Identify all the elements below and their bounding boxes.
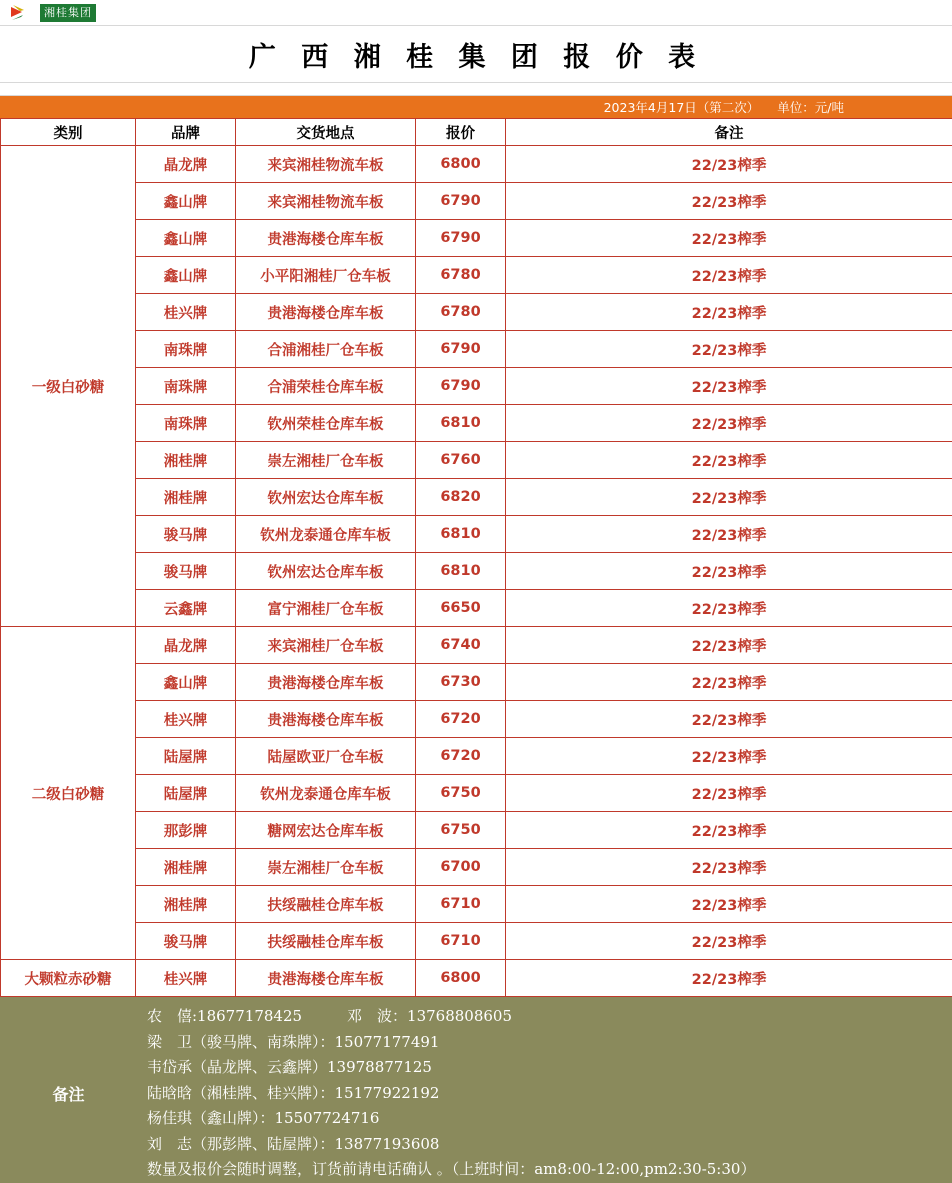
table-row xyxy=(1,775,952,812)
footer-label: 备注 xyxy=(1,998,137,1183)
company-logo xyxy=(10,4,96,22)
cell-place: 钦州龙泰通仓库车板 xyxy=(236,516,416,553)
column-header-place: 交货地点 xyxy=(236,119,416,146)
cell-price: 6810 xyxy=(416,553,506,590)
cell-brand: 那彭牌 xyxy=(136,812,236,849)
cell-price: 6700 xyxy=(416,849,506,886)
cell-note: 22/23榨季 xyxy=(506,775,952,812)
cell-brand: 桂兴牌 xyxy=(136,960,236,997)
column-header-price: 报价 xyxy=(416,119,506,146)
cell-brand: 鑫山牌 xyxy=(136,664,236,701)
cell-note: 22/23榨季 xyxy=(506,183,952,220)
table-row xyxy=(1,627,952,664)
cell-price: 6740 xyxy=(416,627,506,664)
cell-place: 扶绥融桂仓库车板 xyxy=(236,923,416,960)
cell-note: 22/23榨季 xyxy=(506,738,952,775)
cell-note: 22/23榨季 xyxy=(506,479,952,516)
title-bar xyxy=(0,26,952,83)
cell-note: 22/23榨季 xyxy=(506,294,952,331)
cell-place: 扶绥融桂仓库车板 xyxy=(236,886,416,923)
cell-note: 22/23榨季 xyxy=(506,220,952,257)
cell-note: 22/23榨季 xyxy=(506,368,952,405)
cell-category: 一级白砂糖 xyxy=(1,146,136,627)
cell-category: 大颗粒赤砂糖 xyxy=(1,960,136,997)
table-row xyxy=(1,812,952,849)
column-header-category: 类别 xyxy=(1,119,136,146)
footer-remark xyxy=(0,997,952,1183)
cell-price: 6800 xyxy=(416,146,506,183)
table-row xyxy=(1,849,952,886)
table-row xyxy=(1,294,952,331)
cell-place: 陆屋欧亚厂仓车板 xyxy=(236,738,416,775)
cell-brand: 湘桂牌 xyxy=(136,886,236,923)
table-header-row xyxy=(1,119,952,146)
table-row xyxy=(1,442,952,479)
cell-note: 22/23榨季 xyxy=(506,516,952,553)
cell-note: 22/23榨季 xyxy=(506,960,952,997)
cell-place: 崇左湘桂厂仓车板 xyxy=(236,849,416,886)
cell-place: 富宁湘桂厂仓车板 xyxy=(236,590,416,627)
table-row xyxy=(1,516,952,553)
cell-price: 6730 xyxy=(416,664,506,701)
cell-price: 6720 xyxy=(416,701,506,738)
cell-price: 6720 xyxy=(416,738,506,775)
cell-price: 6710 xyxy=(416,923,506,960)
cell-price: 6750 xyxy=(416,775,506,812)
page-title: 广 西 湘 桂 集 团 报 价 表 xyxy=(248,41,704,73)
cell-place: 钦州宏达仓库车板 xyxy=(236,479,416,516)
cell-price: 6650 xyxy=(416,590,506,627)
cell-note: 22/23榨季 xyxy=(506,923,952,960)
cell-note: 22/23榨季 xyxy=(506,146,952,183)
table-row xyxy=(1,553,952,590)
cell-brand: 鑫山牌 xyxy=(136,257,236,294)
cell-brand: 陆屋牌 xyxy=(136,775,236,812)
cell-note: 22/23榨季 xyxy=(506,553,952,590)
table-row xyxy=(1,664,952,701)
quote-date: 2023年4月17日（第二次） xyxy=(603,100,760,115)
table-row xyxy=(1,923,952,960)
cell-brand: 南珠牌 xyxy=(136,331,236,368)
cell-note: 22/23榨季 xyxy=(506,405,952,442)
logo-mark-icon xyxy=(10,4,36,22)
table-body xyxy=(1,146,952,997)
cell-price: 6710 xyxy=(416,886,506,923)
cell-note: 22/23榨季 xyxy=(506,886,952,923)
cell-place: 贵港海楼仓库车板 xyxy=(236,220,416,257)
price-table xyxy=(0,118,952,997)
cell-place: 来宾湘桂物流车板 xyxy=(236,183,416,220)
cell-brand: 鑫山牌 xyxy=(136,220,236,257)
cell-note: 22/23榨季 xyxy=(506,257,952,294)
cell-price: 6780 xyxy=(416,257,506,294)
footer-line: 刘 志（那彭牌、陆屋牌）：13877193608 xyxy=(147,1134,440,1153)
footer-line: 农 僖:18677178425 邓 波：13768808605 xyxy=(147,1007,513,1025)
cell-price: 6760 xyxy=(416,442,506,479)
cell-price: 6790 xyxy=(416,331,506,368)
cell-place: 贵港海楼仓库车板 xyxy=(236,701,416,738)
footer-line: 梁 卫（骏马牌、南珠牌）：15077177491 xyxy=(147,1032,440,1051)
cell-brand: 桂兴牌 xyxy=(136,701,236,738)
table-row xyxy=(1,590,952,627)
table-row xyxy=(1,257,952,294)
cell-brand: 鑫山牌 xyxy=(136,183,236,220)
logo-text: 湘桂集团 xyxy=(40,4,96,22)
cell-price: 6810 xyxy=(416,405,506,442)
footer-contact-list xyxy=(137,998,951,1183)
cell-note: 22/23榨季 xyxy=(506,590,952,627)
cell-brand: 骏马牌 xyxy=(136,923,236,960)
footer-line: 数量及报价会随时调整，订货前请电话确认 。（上班时间：am8:00-12:00,pm2:30-5:30） xyxy=(147,1160,756,1178)
cell-place: 来宾湘桂厂仓车板 xyxy=(236,627,416,664)
spacer-row xyxy=(0,83,952,96)
table-row xyxy=(1,331,952,368)
cell-place: 钦州龙泰通仓库车板 xyxy=(236,775,416,812)
cell-brand: 陆屋牌 xyxy=(136,738,236,775)
logo-bar xyxy=(0,0,952,26)
cell-category: 二级白砂糖 xyxy=(1,627,136,960)
cell-place: 贵港海楼仓库车板 xyxy=(236,664,416,701)
cell-price: 6780 xyxy=(416,294,506,331)
table-row xyxy=(1,738,952,775)
table-row xyxy=(1,183,952,220)
cell-note: 22/23榨季 xyxy=(506,664,952,701)
cell-note: 22/23榨季 xyxy=(506,701,952,738)
cell-brand: 南珠牌 xyxy=(136,405,236,442)
cell-note: 22/23榨季 xyxy=(506,849,952,886)
cell-note: 22/23榨季 xyxy=(506,442,952,479)
cell-brand: 湘桂牌 xyxy=(136,479,236,516)
cell-price: 6820 xyxy=(416,479,506,516)
footer-line: 韦岱承（晶龙牌、云鑫牌）13978877125 xyxy=(147,1058,432,1076)
cell-note: 22/23榨季 xyxy=(506,331,952,368)
table-row xyxy=(1,886,952,923)
cell-brand: 晶龙牌 xyxy=(136,146,236,183)
cell-price: 6750 xyxy=(416,812,506,849)
cell-brand: 骏马牌 xyxy=(136,553,236,590)
table-row xyxy=(1,368,952,405)
cell-note: 22/23榨季 xyxy=(506,627,952,664)
cell-brand: 湘桂牌 xyxy=(136,442,236,479)
table-row xyxy=(1,220,952,257)
cell-price: 6790 xyxy=(416,183,506,220)
cell-brand: 湘桂牌 xyxy=(136,849,236,886)
cell-price: 6810 xyxy=(416,516,506,553)
date-bar xyxy=(0,96,952,118)
column-header-brand: 品牌 xyxy=(136,119,236,146)
cell-place: 贵港海楼仓库车板 xyxy=(236,294,416,331)
quote-unit: 单位：元/吨 xyxy=(777,100,844,115)
cell-brand: 南珠牌 xyxy=(136,368,236,405)
cell-place: 贵港海楼仓库车板 xyxy=(236,960,416,997)
cell-place: 崇左湘桂厂仓车板 xyxy=(236,442,416,479)
cell-place: 糖网宏达仓库车板 xyxy=(236,812,416,849)
cell-place: 合浦荣桂仓库车板 xyxy=(236,368,416,405)
table-row xyxy=(1,146,952,183)
cell-note: 22/23榨季 xyxy=(506,812,952,849)
cell-place: 合浦湘桂厂仓车板 xyxy=(236,331,416,368)
cell-price: 6790 xyxy=(416,368,506,405)
footer-line: 杨佳琪（鑫山牌）：15507724716 xyxy=(147,1109,380,1127)
cell-brand: 云鑫牌 xyxy=(136,590,236,627)
cell-price: 6800 xyxy=(416,960,506,997)
cell-place: 来宾湘桂物流车板 xyxy=(236,146,416,183)
cell-place: 钦州宏达仓库车板 xyxy=(236,553,416,590)
column-header-note: 备注 xyxy=(506,119,952,146)
footer-line: 陆晗晗（湘桂牌、桂兴牌）：15177922192 xyxy=(147,1083,440,1102)
cell-place: 钦州荣桂仓库车板 xyxy=(236,405,416,442)
cell-brand: 晶龙牌 xyxy=(136,627,236,664)
table-row xyxy=(1,479,952,516)
cell-brand: 骏马牌 xyxy=(136,516,236,553)
table-row xyxy=(1,960,952,997)
cell-price: 6790 xyxy=(416,220,506,257)
table-row xyxy=(1,405,952,442)
cell-brand: 桂兴牌 xyxy=(136,294,236,331)
cell-place: 小平阳湘桂厂仓车板 xyxy=(236,257,416,294)
table-row xyxy=(1,701,952,738)
